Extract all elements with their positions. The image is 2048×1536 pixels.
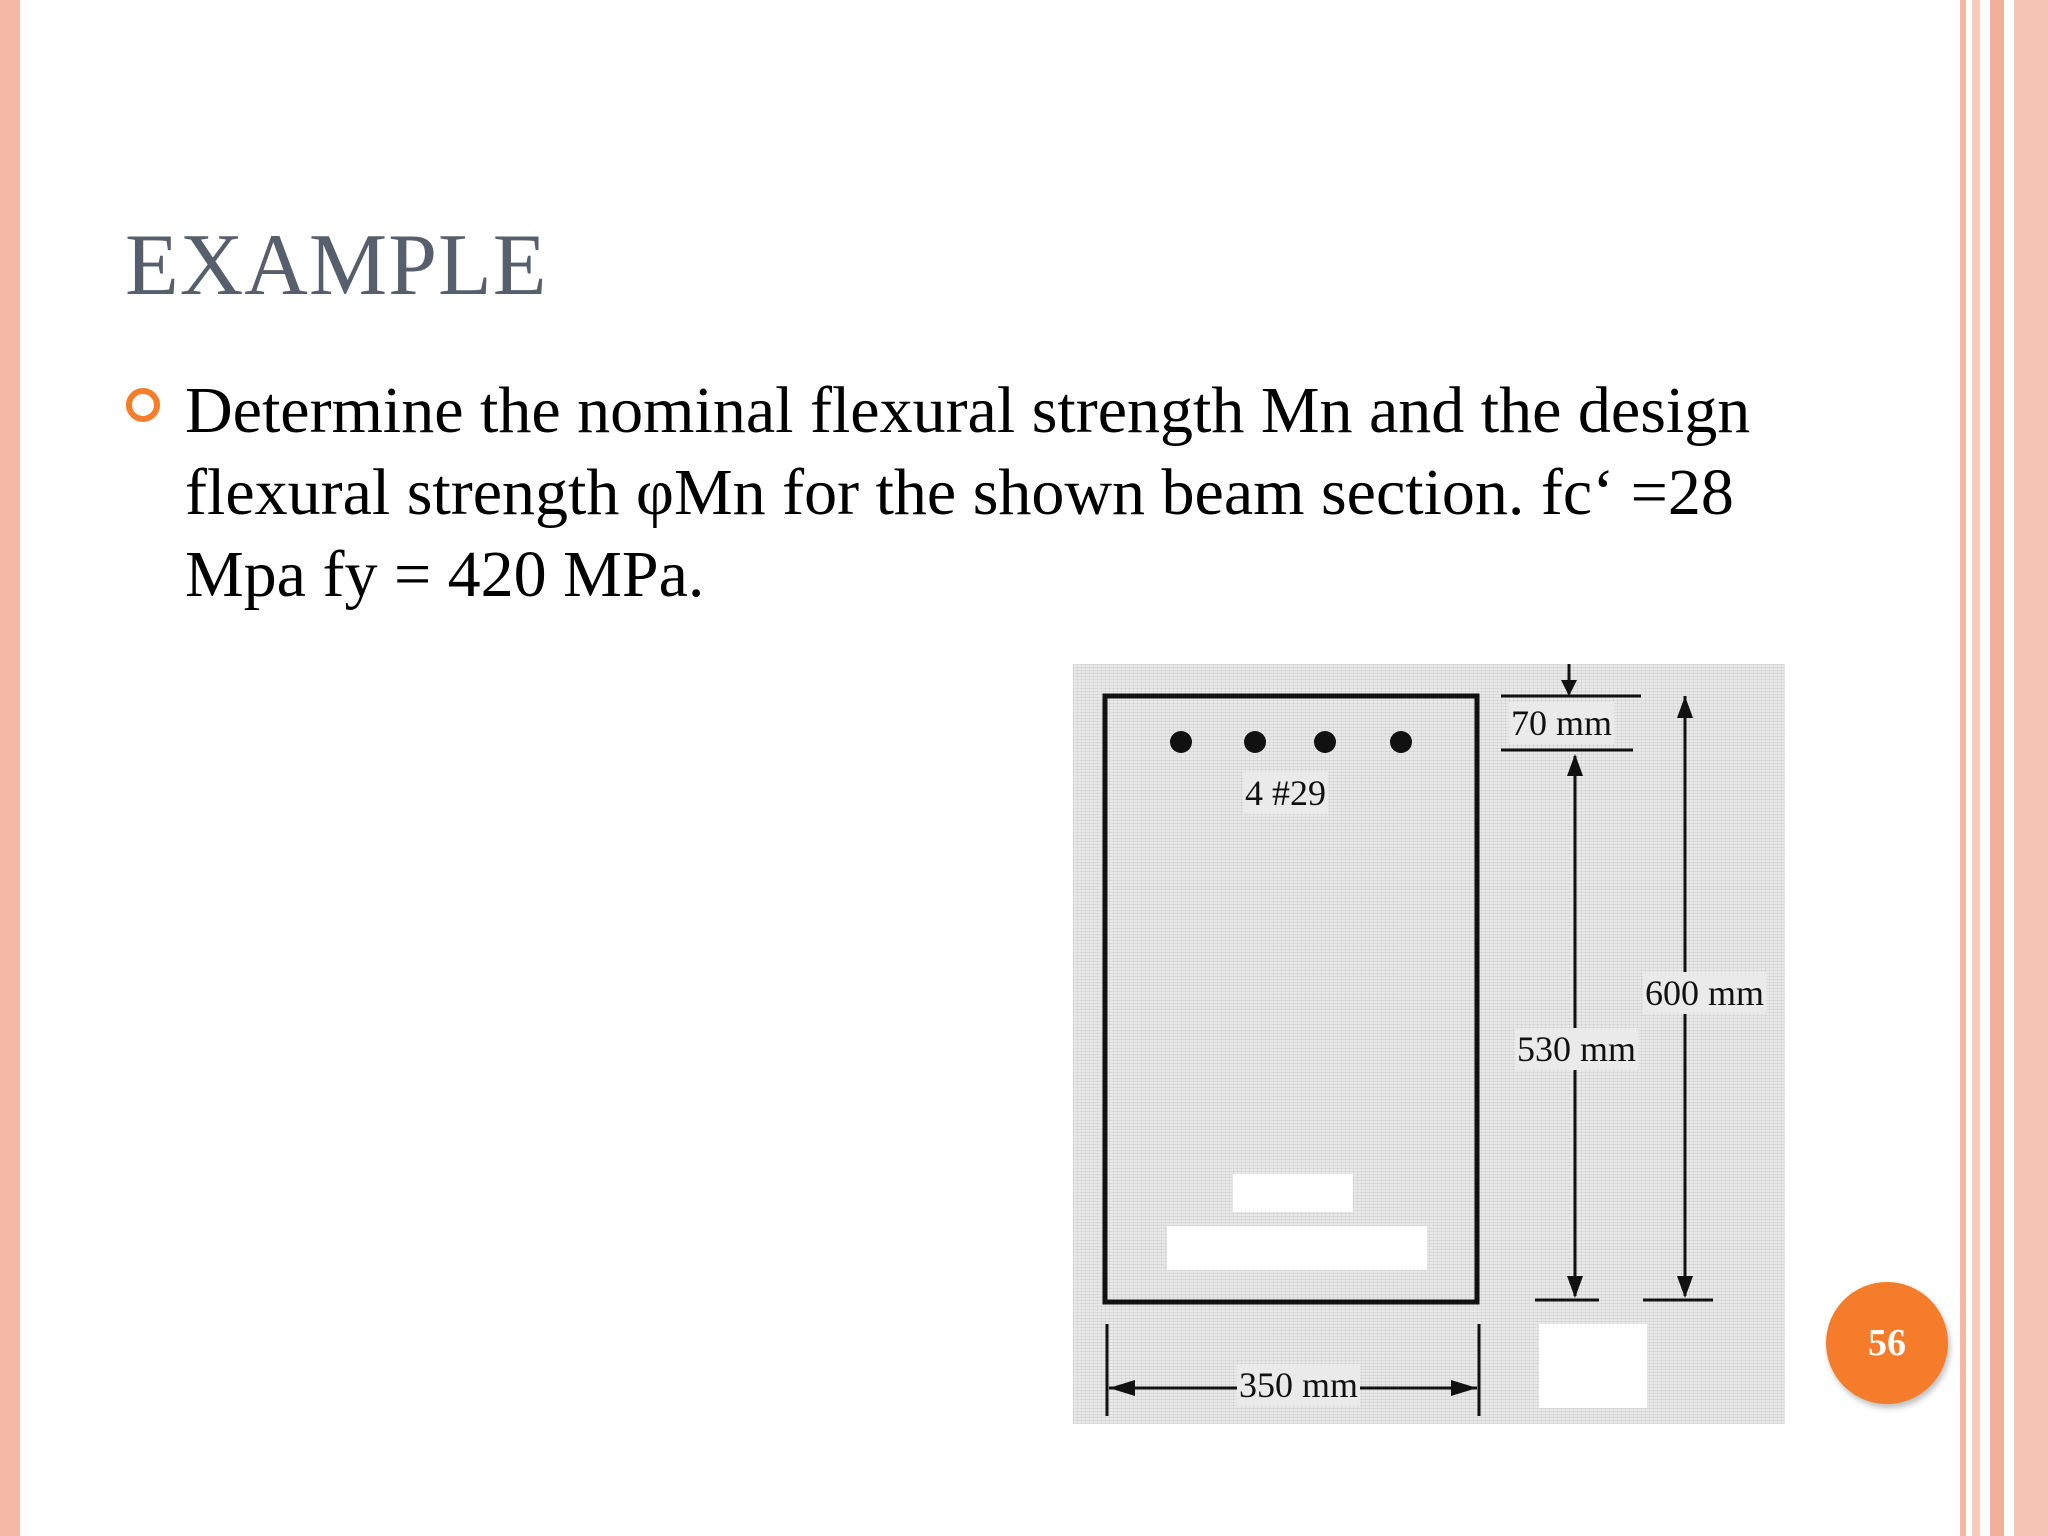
page-number-badge: 56 <box>1826 1282 1948 1404</box>
rebar-dot <box>1314 731 1336 753</box>
arrow-head <box>1567 1276 1583 1298</box>
beam-section-drawing <box>1073 664 1785 1424</box>
arrow-head <box>1677 1276 1693 1298</box>
whiteout-patch <box>1233 1174 1353 1212</box>
left-border-decoration <box>0 0 20 1536</box>
total-depth-label: 600 mm <box>1645 973 1765 1013</box>
arrow-head <box>1451 1380 1477 1396</box>
rebar-dot <box>1244 731 1266 753</box>
rebar-dot <box>1390 731 1412 753</box>
right-border-stripe <box>1972 0 1980 1536</box>
slide-title: EXAMPLE <box>125 217 548 314</box>
arrow-head <box>1677 696 1693 718</box>
bullet-circle-icon <box>126 388 160 422</box>
arrow-head <box>1567 754 1583 776</box>
right-border-stripe <box>2014 0 2048 1536</box>
right-border-stripe <box>1960 0 1966 1536</box>
arrow-head <box>1561 680 1577 696</box>
whiteout-patch <box>1539 1324 1647 1408</box>
rebar-label: 4 #29 <box>1245 773 1326 813</box>
cover-dimension-label: 70 mm <box>1511 703 1613 743</box>
right-border-stripe <box>1990 0 2004 1536</box>
width-dimension-label: 350 mm <box>1239 1365 1359 1405</box>
whiteout-patch <box>1167 1226 1427 1270</box>
rebar-dot <box>1170 731 1192 753</box>
beam-section-figure <box>1073 664 1785 1424</box>
bullet-text: Determine the nominal flexural strength Mn and the design flexural strength φMn for the shown beam section. fc‘ =28 Mpa fy = 420 MPa. <box>185 374 1751 611</box>
arrow-head <box>1109 1380 1135 1396</box>
effective-depth-label: 530 mm <box>1517 1029 1637 1069</box>
